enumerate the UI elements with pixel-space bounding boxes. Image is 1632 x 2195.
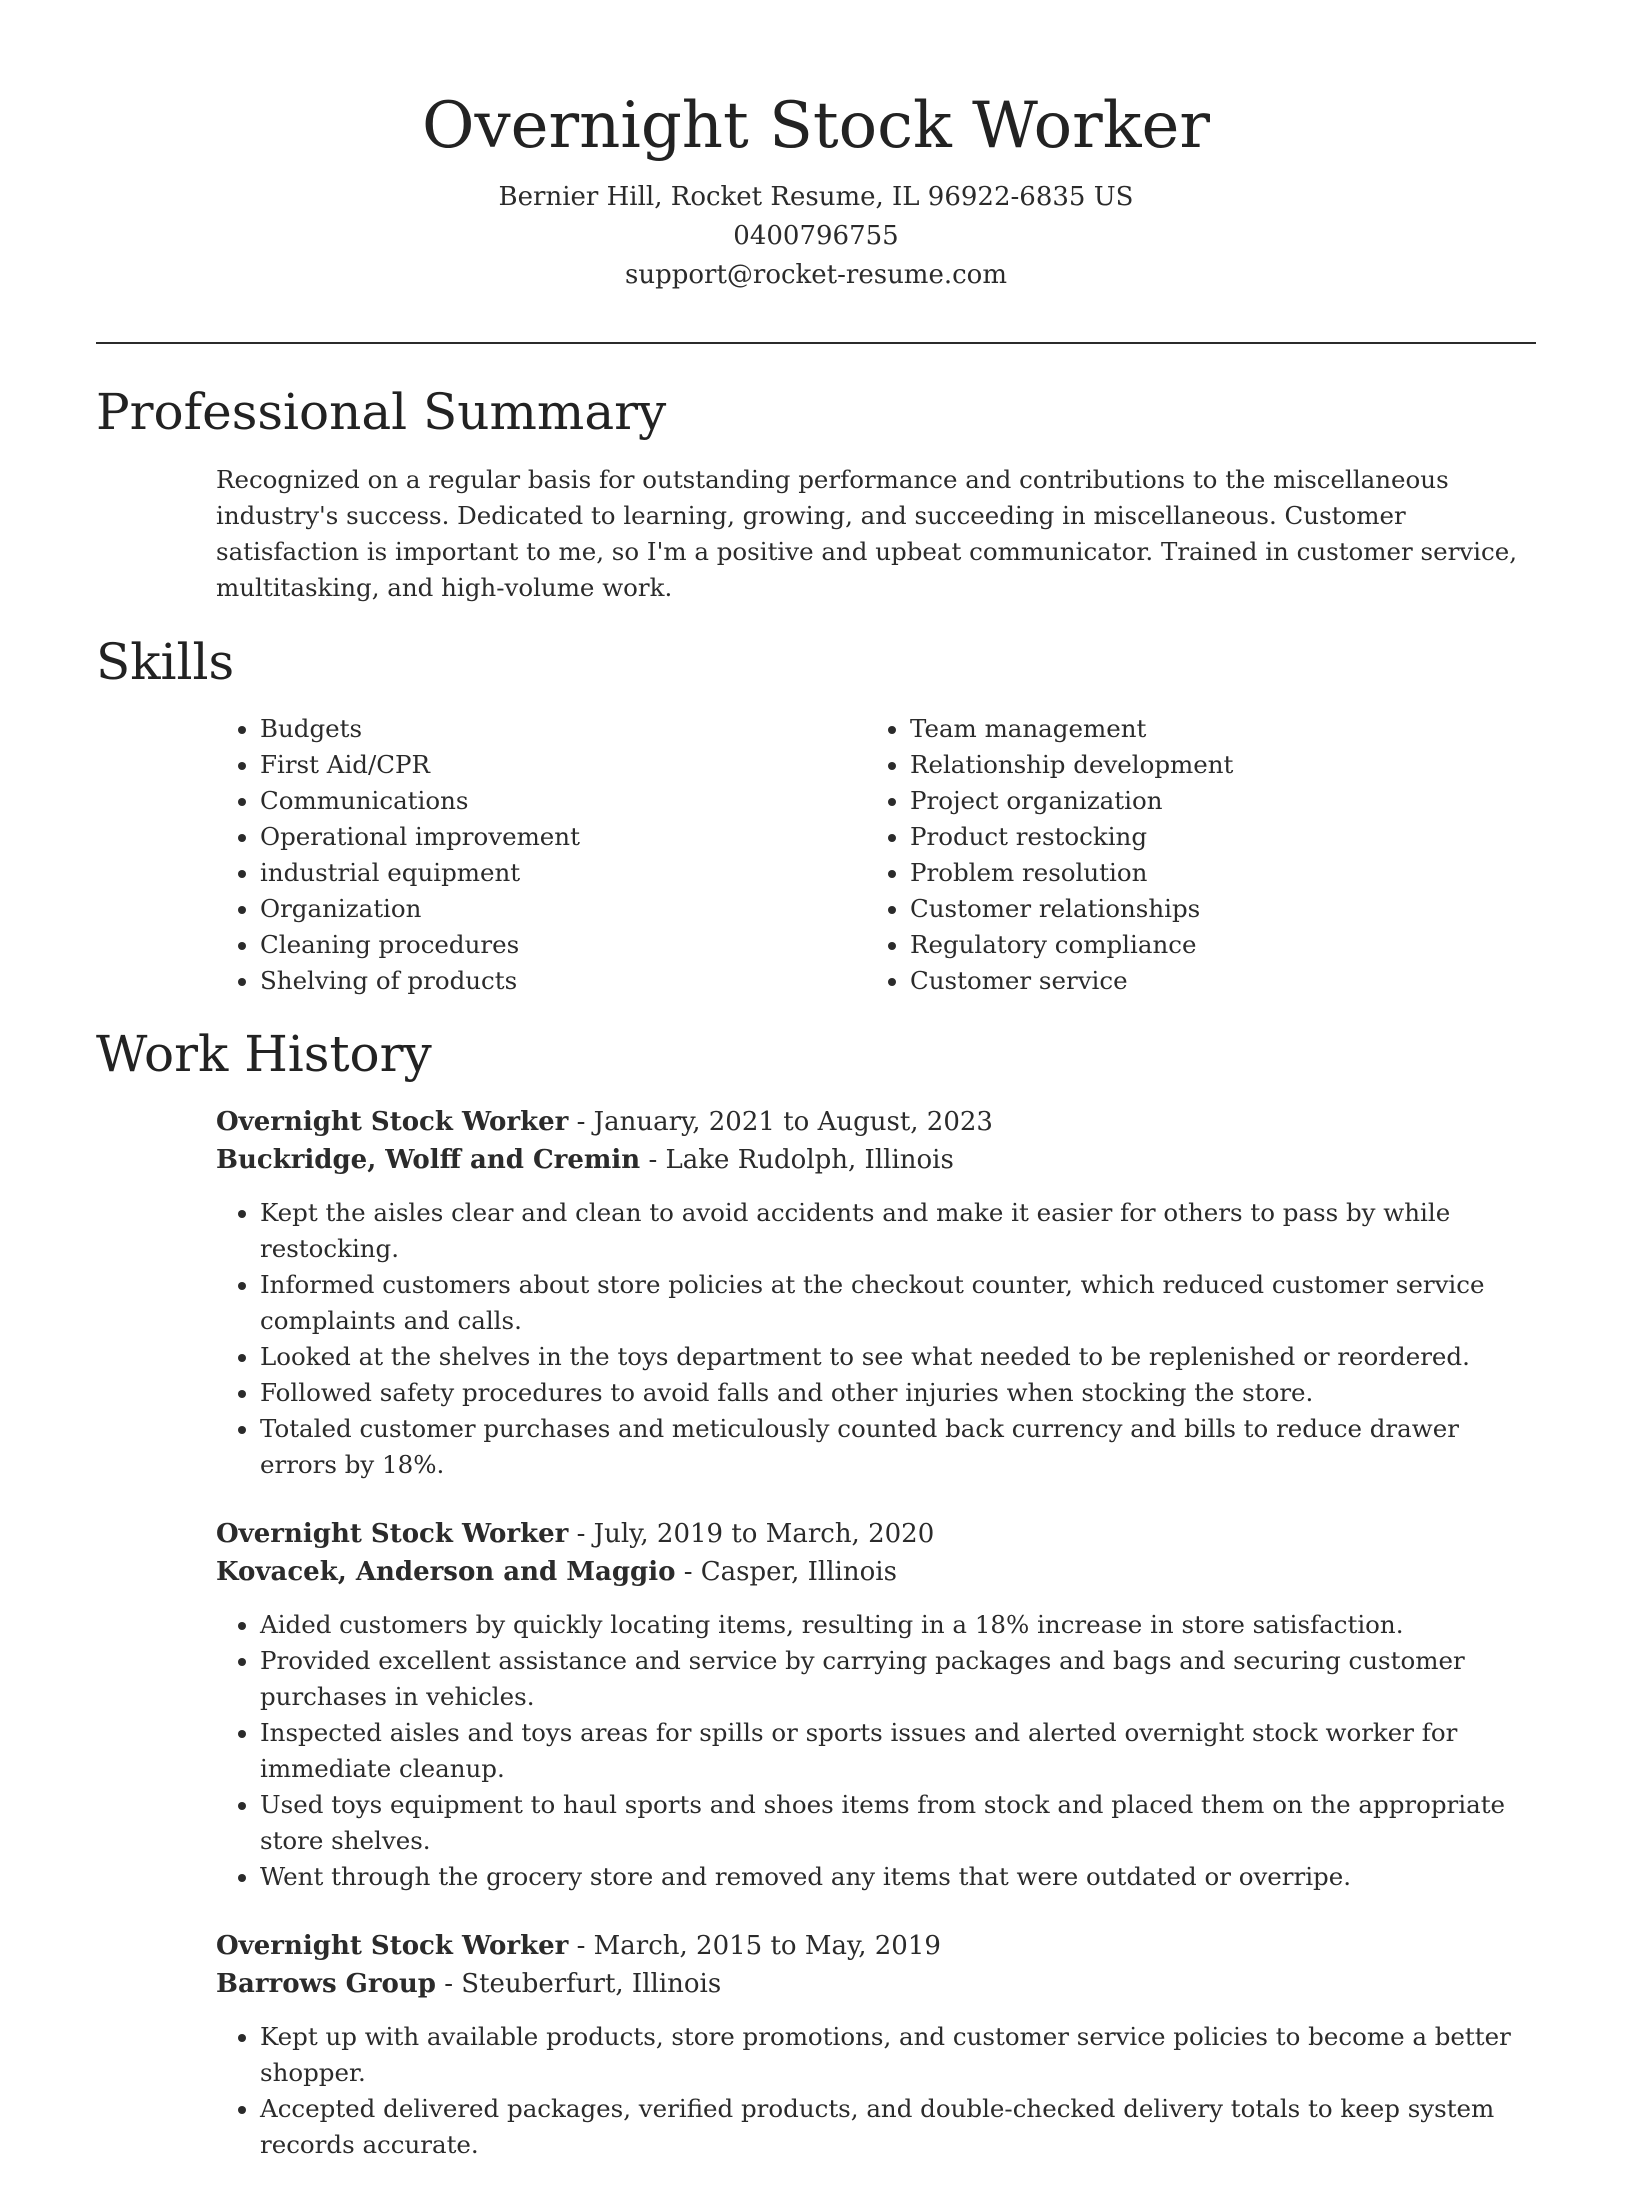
skill-item: • Operational improvement	[260, 819, 866, 855]
job-dates: March, 2015 to May, 2019	[593, 1931, 941, 1961]
skill-item: • Regulatory compliance	[910, 927, 1516, 963]
job-title-line: Overnight Stock Worker - March, 2015 to May, 2019	[216, 1931, 941, 1961]
job-bullet: • Provided excellent assistance and service by carrying packages and bags and securing customer purchases in vehicles.	[260, 1643, 1541, 1715]
skill-item: • Budgets	[260, 711, 866, 747]
skill-item: • Cleaning procedures	[260, 927, 866, 963]
job-company: Barrows Group	[216, 1969, 436, 1999]
phone: 0400796755	[733, 221, 899, 251]
email: support@rocket-resume.com	[624, 260, 1007, 290]
skill-item: • Communications	[260, 783, 866, 819]
skill-item: • Shelving of products	[260, 963, 866, 999]
job-entry	[216, 1927, 1541, 2163]
skill-item: • Project organization	[910, 783, 1516, 819]
job-company-line: Barrows Group - Steuberfurt, Illinois	[216, 1969, 722, 1999]
job-bullets	[216, 2019, 1541, 2163]
job-bullet: • Totaled customer purchases and meticulously counted back currency and bills to reduce drawer errors by 18%.	[260, 1411, 1541, 1483]
skills-column-left	[216, 711, 866, 999]
job-title: Overnight Stock Worker	[216, 1931, 569, 1961]
job-location: Steuberfurt, Illinois	[461, 1969, 722, 1999]
job-entry	[216, 1103, 1541, 1483]
job-dates: July, 2019 to March, 2020	[593, 1519, 935, 1549]
job-bullet: • Kept up with available products, store promotions, and customer service policies to become a better shopper.	[260, 2019, 1541, 2091]
job-bullets	[216, 1195, 1541, 1483]
skill-item: • Team management	[910, 711, 1516, 747]
job-title: Overnight Stock Worker	[216, 1519, 569, 1549]
job-title: Overnight Stock Worker	[216, 1107, 569, 1137]
summary-heading: Professional Summary	[96, 383, 667, 441]
job-location: Casper, Illinois	[700, 1557, 897, 1587]
work-history-list	[216, 1103, 1541, 2195]
job-bullet: • Looked at the shelves in the toys department to see what needed to be replenished or reordered.	[260, 1339, 1541, 1375]
job-company-line: Buckridge, Wolff and Cremin - Lake Rudolph, Illinois	[216, 1145, 954, 1175]
skills-list	[216, 711, 1541, 999]
resume-header	[0, 82, 1632, 295]
skills-column-right	[866, 711, 1516, 999]
job-bullets	[216, 1607, 1541, 1895]
job-bullet: • Aided customers by quickly locating items, resulting in a 18% increase in store satisfaction.	[260, 1607, 1541, 1643]
job-bullet: • Followed safety procedures to avoid falls and other injuries when stocking the store.	[260, 1375, 1541, 1411]
job-company: Buckridge, Wolff and Cremin	[216, 1145, 641, 1175]
work-history-heading: Work History	[96, 1025, 432, 1083]
job-bullet: • Kept the aisles clear and clean to avoid accidents and make it easier for others to pass by while restocking.	[260, 1195, 1541, 1267]
job-bullet: • Inspected aisles and toys areas for spills or sports issues and alerted overnight stock worker for immediate cleanup.	[260, 1715, 1541, 1787]
skill-item: • Organization	[260, 891, 866, 927]
summary-text: Recognized on a regular basis for outstanding performance and contributions to the miscellaneous industry's success. Dedicated to learning, growing, and succeeding in miscellaneous. Customer satisfaction is important to me, so I'm a positive and upbeat communicator. Trained in customer service, multitasking, and high-volume work.	[216, 465, 1517, 602]
skill-item: • Problem resolution	[910, 855, 1516, 891]
job-location: Lake Rudolph, Illinois	[665, 1145, 954, 1175]
job-entry	[216, 1515, 1541, 1895]
skill-item: • industrial equipment	[260, 855, 866, 891]
skill-item: • Customer relationships	[910, 891, 1516, 927]
address: Bernier Hill, Rocket Resume, IL 96922-6835 US	[498, 182, 1134, 212]
skill-item: • Product restocking	[910, 819, 1516, 855]
job-company: Kovacek, Anderson and Maggio	[216, 1557, 676, 1587]
skill-item: • Customer service	[910, 963, 1516, 999]
job-title-line: Overnight Stock Worker - January, 2021 to August, 2023	[216, 1107, 993, 1137]
job-dates: January, 2021 to August, 2023	[593, 1107, 993, 1137]
job-company-line: Kovacek, Anderson and Maggio - Casper, Illinois	[216, 1557, 897, 1587]
resume-name: Overnight Stock Worker	[422, 89, 1210, 163]
header-divider	[96, 342, 1536, 344]
job-bullet: • Accepted delivered packages, verified products, and double-checked delivery totals to keep system records accurate.	[260, 2091, 1541, 2163]
skill-item: • First Aid/CPR	[260, 747, 866, 783]
skills-heading: Skills	[96, 633, 235, 691]
job-bullet: • Went through the grocery store and removed any items that were outdated or overripe.	[260, 1859, 1541, 1895]
skill-item: • Relationship development	[910, 747, 1516, 783]
job-bullet: • Informed customers about store policies at the checkout counter, which reduced customer service complaints and calls.	[260, 1267, 1541, 1339]
job-bullet: • Used toys equipment to haul sports and shoes items from stock and placed them on the appropriate store shelves.	[260, 1787, 1541, 1859]
job-title-line: Overnight Stock Worker - July, 2019 to March, 2020	[216, 1519, 935, 1549]
